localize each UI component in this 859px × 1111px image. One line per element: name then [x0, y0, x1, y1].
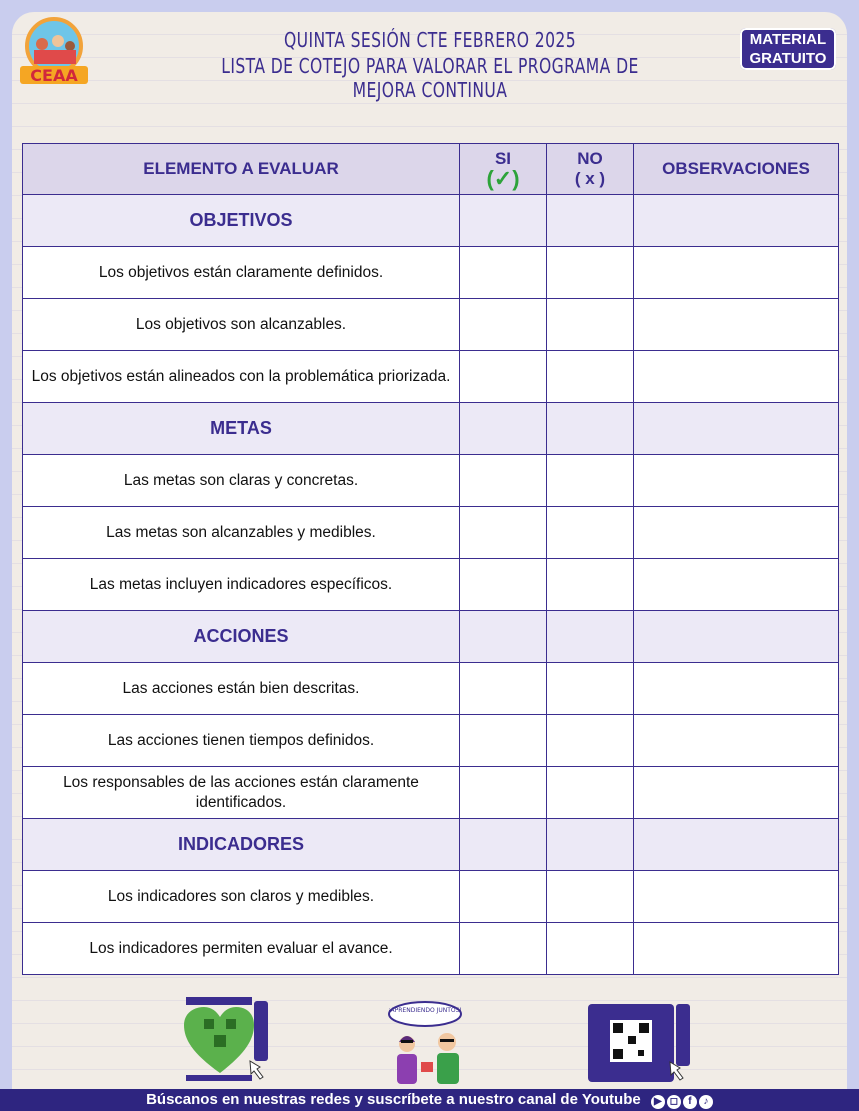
- no-cell[interactable]: [547, 715, 634, 767]
- footer-bar: [0, 1089, 859, 1111]
- social-icons: [649, 1089, 713, 1111]
- observaciones-cell[interactable]: [634, 923, 839, 975]
- no-cell[interactable]: [547, 455, 634, 507]
- no-cell[interactable]: [547, 403, 634, 455]
- no-cell[interactable]: [547, 767, 634, 819]
- observaciones-cell[interactable]: [634, 455, 839, 507]
- table-row: [23, 663, 839, 715]
- section-row: [23, 611, 839, 663]
- observaciones-cell[interactable]: [634, 871, 839, 923]
- observaciones-cell[interactable]: [634, 351, 839, 403]
- section-title: INDICADORES: [23, 819, 460, 871]
- badge-line-2: GRATUITO: [749, 50, 827, 67]
- youtube-icon[interactable]: ▶: [651, 1095, 665, 1109]
- criterion-text: Las metas incluyen indicadores específicos.: [23, 559, 460, 611]
- header-no: [547, 144, 634, 195]
- facebook-icon[interactable]: f: [683, 1095, 697, 1109]
- observaciones-cell[interactable]: [634, 767, 839, 819]
- table-row: [23, 247, 839, 299]
- table-row: [23, 351, 839, 403]
- no-cell[interactable]: [547, 247, 634, 299]
- si-cell[interactable]: [460, 299, 547, 351]
- criterion-text: Los objetivos son alcanzables.: [23, 299, 460, 351]
- si-cell[interactable]: [460, 455, 547, 507]
- si-cell[interactable]: [460, 351, 547, 403]
- section-title: METAS: [23, 403, 460, 455]
- table-row: [23, 455, 839, 507]
- youtube-qr-code[interactable]: [588, 1004, 692, 1084]
- criterion-text: Las metas son alcanzables y medibles.: [23, 507, 460, 559]
- observaciones-cell[interactable]: [634, 507, 839, 559]
- footer-tagline: Búscanos en nuestras redes y suscríbete a nuestro canal de Youtube: [146, 1091, 641, 1108]
- table-row: [23, 507, 839, 559]
- tiktok-icon[interactable]: ♪: [699, 1095, 713, 1109]
- checklist-table: [22, 143, 839, 975]
- observaciones-cell[interactable]: [634, 559, 839, 611]
- no-cell[interactable]: [547, 871, 634, 923]
- header-si-label: SI: [494, 149, 512, 168]
- si-cell[interactable]: [460, 715, 547, 767]
- header-element: ELEMENTO A EVALUAR: [23, 144, 460, 195]
- no-cell[interactable]: [547, 923, 634, 975]
- table-header-row: [23, 144, 839, 195]
- criterion-text: Los indicadores son claros y medibles.: [23, 871, 460, 923]
- no-cell[interactable]: [547, 663, 634, 715]
- speech-bubble-text: ¡APRENDIENDO JUNTOS!: [388, 1007, 462, 1014]
- table-row: [23, 559, 839, 611]
- si-cell[interactable]: [460, 559, 547, 611]
- criterion-text: Los objetivos están alineados con la problemática priorizada.: [23, 351, 460, 403]
- ceaa-logo: [18, 16, 90, 86]
- free-material-badge: [740, 28, 836, 70]
- no-cell[interactable]: [547, 507, 634, 559]
- criterion-text: Los objetivos están claramente definidos.: [23, 247, 460, 299]
- si-cell[interactable]: [460, 247, 547, 299]
- section-row: [23, 819, 839, 871]
- no-cell[interactable]: [547, 559, 634, 611]
- no-cell[interactable]: [547, 611, 634, 663]
- observaciones-cell[interactable]: [634, 403, 839, 455]
- observaciones-cell[interactable]: [634, 715, 839, 767]
- svg-text:CEAA: CEAA: [30, 66, 78, 85]
- si-cell[interactable]: [460, 767, 547, 819]
- si-cell[interactable]: [460, 195, 547, 247]
- instagram-icon[interactable]: ◻: [667, 1095, 681, 1109]
- no-cell[interactable]: [547, 351, 634, 403]
- observaciones-cell[interactable]: [634, 663, 839, 715]
- no-cell[interactable]: [547, 299, 634, 351]
- checkmark-icon: (✓): [486, 166, 520, 191]
- si-cell[interactable]: [460, 923, 547, 975]
- header-observaciones: OBSERVACIONES: [634, 144, 839, 195]
- observaciones-cell[interactable]: [634, 247, 839, 299]
- observaciones-cell[interactable]: [634, 611, 839, 663]
- table-row: [23, 923, 839, 975]
- title-line-1: QUINTA SESIÓN CTE FEBRERO 2025: [283, 28, 577, 52]
- document-title: [120, 28, 740, 102]
- section-title: ACCIONES: [23, 611, 460, 663]
- title-line-2: LISTA DE COTEJO PARA VALORAR EL PROGRAMA DE MEJORA CONTINUA: [221, 54, 639, 102]
- x-mark-icon: ( x ): [574, 169, 606, 188]
- heart-qr-code[interactable]: [184, 995, 272, 1083]
- si-cell[interactable]: [460, 819, 547, 871]
- observaciones-cell[interactable]: [634, 299, 839, 351]
- si-cell[interactable]: [460, 871, 547, 923]
- section-row: [23, 195, 839, 247]
- criterion-text: Las acciones están bien descritas.: [23, 663, 460, 715]
- section-title: OBJETIVOS: [23, 195, 460, 247]
- header-si: [460, 144, 547, 195]
- table-row: [23, 715, 839, 767]
- no-cell[interactable]: [547, 195, 634, 247]
- criterion-text: Los responsables de las acciones están claramente identificados.: [23, 767, 460, 819]
- si-cell[interactable]: [460, 507, 547, 559]
- si-cell[interactable]: [460, 403, 547, 455]
- mascots-illustration: [385, 998, 477, 1088]
- table-row: [23, 871, 839, 923]
- table-row: [23, 299, 839, 351]
- section-row: [23, 403, 839, 455]
- criterion-text: Las metas son claras y concretas.: [23, 455, 460, 507]
- no-cell[interactable]: [547, 819, 634, 871]
- observaciones-cell[interactable]: [634, 195, 839, 247]
- criterion-text: Los indicadores permiten evaluar el avance.: [23, 923, 460, 975]
- badge-line-1: MATERIAL: [749, 31, 827, 48]
- si-cell[interactable]: [460, 663, 547, 715]
- criterion-text: Las acciones tienen tiempos definidos.: [23, 715, 460, 767]
- si-cell[interactable]: [460, 611, 547, 663]
- table-row: [23, 767, 839, 819]
- observaciones-cell[interactable]: [634, 819, 839, 871]
- header-no-label: NO: [577, 149, 603, 168]
